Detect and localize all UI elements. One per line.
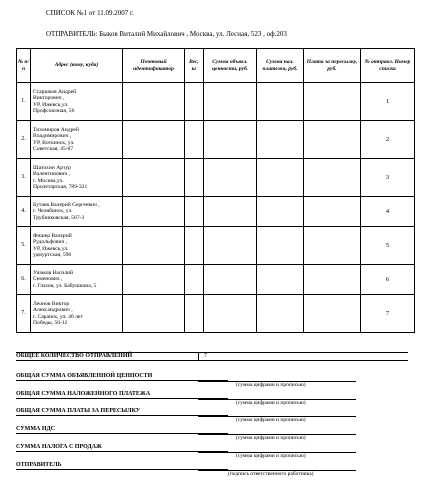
col-number: № п/п [17, 49, 31, 83]
address-line: Владимирович , [33, 133, 72, 140]
table-row [17, 295, 415, 333]
cod-underline [16, 398, 228, 399]
sender-sign-label: ОТПРАВИТЕЛЬ [16, 462, 62, 468]
address-line: Пролетарская, 789-321 [33, 183, 88, 190]
declared-underline [16, 380, 228, 381]
col-address: Адрес (кому, куда) [31, 49, 123, 83]
row-cod [257, 265, 304, 295]
row-declared-value [204, 83, 257, 121]
table-row [17, 197, 415, 227]
declared-value-label: ОБЩАЯ СУММА ОБЪЯВЛЕННОЙ ЦЕННОСТИ [16, 373, 153, 379]
postage-underline [16, 415, 228, 416]
table-row [17, 83, 415, 121]
row-postage [304, 227, 361, 265]
row-shipment-number: 5 [361, 227, 415, 265]
row-address [31, 227, 123, 265]
address-line: УР, Ижевск,ул. [33, 245, 69, 252]
shipments-table [16, 48, 415, 333]
signature-note: (подпись ответственного работника) [228, 471, 314, 477]
count-box-divider [198, 352, 199, 360]
address-line: Советская, 45-87 [33, 145, 74, 152]
row-shipment-number: 1 [361, 83, 415, 121]
declared-words-note: (сумма цифрами и прописью) [236, 382, 306, 388]
address-line: УР, Воткинск, ул. [33, 139, 75, 146]
row-declared-value [204, 121, 257, 159]
address-line: Старшков Андрей [33, 88, 77, 95]
table-row [17, 265, 415, 295]
row-cod [257, 227, 304, 265]
address-line: г. Москва,ул. [33, 177, 64, 184]
vat-words-note: (сумма цифрами и прописью) [236, 435, 306, 441]
document-title: СПИСОК №1 от 11.09.2007 г. [46, 9, 134, 17]
row-weight [185, 295, 204, 333]
address-line: Валентинович , [33, 171, 71, 178]
postage-label: ОБЩАЯ СУММА ПЛАТЫ ЗА ПЕРЕСЫЛКУ [16, 408, 141, 414]
row-address [31, 83, 123, 121]
address-line: удмуртская, 596 [33, 251, 72, 258]
address-line: Ушаков Василий [33, 269, 73, 276]
address-line: Семенович , [33, 276, 63, 283]
row-weight [185, 159, 204, 197]
row-address [31, 197, 123, 227]
address-line: Победы, 56-12 [33, 319, 68, 326]
address-line: Леонов Виктор [33, 300, 70, 307]
row-declared-value [204, 295, 257, 333]
address-line: Александрович , [33, 307, 73, 314]
address-line: Трубниковская, 567-3 [33, 214, 85, 221]
col-cod: Сумма нал. платежа, руб. [257, 49, 304, 83]
vat-underline [16, 433, 228, 434]
row-declared-value [204, 265, 257, 295]
row-postal-id [123, 83, 185, 121]
row-postage [304, 121, 361, 159]
row-shipment-number: 7 [361, 295, 415, 333]
row-number: 4. [17, 197, 31, 227]
postage-words-note: (сумма цифрами и прописью) [236, 417, 306, 423]
row-declared-value [204, 227, 257, 265]
table-row [17, 159, 415, 197]
address-line: г. Глазов, ул. Бабушкина, 5 [33, 282, 97, 289]
row-number: 2. [17, 121, 31, 159]
row-address [31, 159, 123, 197]
address-line: Шатохин Артур [33, 164, 71, 171]
vat-label: СУММА НДС [16, 426, 55, 432]
address-line: г. Саранск, ул. 40 лет [33, 313, 83, 320]
cod-label: ОБЩАЯ СУММА НАЛОЖЕННОГО ПЛАТЕЖА [16, 391, 151, 397]
row-postal-id [123, 295, 185, 333]
table-row [17, 121, 415, 159]
sales-tax-underline [16, 451, 228, 452]
row-weight [185, 121, 204, 159]
row-postal-id [123, 121, 185, 159]
row-postal-id [123, 197, 185, 227]
row-number: 7. [17, 295, 31, 333]
address-line: Профсоюзная, 56 [33, 107, 75, 114]
row-cod [257, 121, 304, 159]
address-line: Фишер Валерий [33, 232, 72, 239]
row-number: 1. [17, 83, 31, 121]
row-declared-value [204, 159, 257, 197]
row-cod [257, 295, 304, 333]
row-postal-id [123, 159, 185, 197]
row-shipment-number: 4 [361, 197, 415, 227]
row-cod [257, 159, 304, 197]
row-address [31, 265, 123, 295]
row-number: 3. [17, 159, 31, 197]
address-line: Викторович , [33, 95, 65, 102]
row-weight [185, 265, 204, 295]
row-declared-value [204, 197, 257, 227]
row-address [31, 121, 123, 159]
address-line: Бутаев Валерий Сергеевич , [33, 201, 100, 208]
row-postage [304, 83, 361, 121]
address-line: Тихомиров Андрей [33, 126, 79, 133]
sender-line: ОТПРАВИТЕЛЬ: Быков Виталий Михайлович , Москва, ул. Лесная, 523 , оф.203 [46, 30, 287, 38]
row-shipment-number: 6 [361, 265, 415, 295]
row-number: 5. [17, 227, 31, 265]
total-count-value: 7 [204, 353, 207, 359]
sales-tax-label: СУММА НАЛОГА С ПРОДАЖ [16, 444, 102, 450]
sender-sign-underline [16, 469, 228, 470]
total-count-label: ОБЩЕЕ КОЛИЧЕСТВО ОТПРАВЛЕНИЙ [16, 353, 133, 359]
row-weight [185, 227, 204, 265]
row-postal-id [123, 265, 185, 295]
address-line: г. Челябинск, ул. [33, 208, 73, 215]
row-postage [304, 159, 361, 197]
count-box-bottom [16, 360, 408, 361]
col-postage: Плата за пересылку, руб. [304, 49, 361, 83]
sales-tax-words-note: (сумма цифрами и прописью) [236, 453, 306, 459]
address-line: Рудольфович , [33, 239, 68, 246]
row-cod [257, 197, 304, 227]
row-weight [185, 83, 204, 121]
row-number: 6. [17, 265, 31, 295]
col-declared-value: Сумма объявл. ценности, руб. [204, 49, 257, 83]
row-shipment-number: 3 [361, 159, 415, 197]
row-postage [304, 295, 361, 333]
row-shipment-number: 2 [361, 121, 415, 159]
row-weight [185, 197, 204, 227]
row-postage [304, 197, 361, 227]
cod-words-note: (сумма цифрами и прописью) [236, 400, 306, 406]
col-postal-id: Почтовый идентификатор [123, 49, 185, 83]
table-header-row [17, 49, 415, 83]
row-address [31, 295, 123, 333]
col-shipment-number: № отправл. Номер списка [361, 49, 415, 83]
row-cod [257, 83, 304, 121]
table-row [17, 227, 415, 265]
col-weight: Вес, кг [185, 49, 204, 83]
row-postal-id [123, 227, 185, 265]
address-line: УР, Ижевск,ул. [33, 101, 69, 108]
row-postage [304, 265, 361, 295]
